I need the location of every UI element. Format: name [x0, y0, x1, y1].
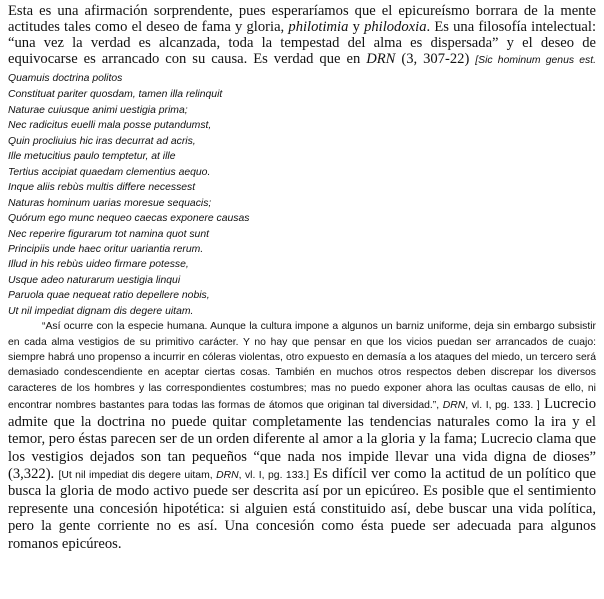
spanish-translation-quote — [8, 319, 596, 553]
verse-line: Naturae cuiusque animi uestigia prima; — [8, 104, 188, 116]
closing-text-a: Lucrecio admite que la doctrina no puede quitar completamente las tendencias naturales como la ira y el temor, pero éstas parecen ser de un orden diferente al amor a la gloria y la fama; Lucrecio clama que los vestigios dejados son tan pequeños “que nada nos impide llevar una vida digna de dioses” (3,322). — [8, 396, 596, 482]
verse-line: Ille metucitius paulo temptetur, at ille — [8, 151, 176, 163]
quote-text: “Así ocurre con la especie humana. Aunque la cultura impone a algunos un barniz uniforme, deja sin embargo subsistir en cada alma vestigios de su primitivo carácter. Y no hay que pensar en que los vicios puedan ser arrancados de cuajo: siempre habrá uno propenso a incurrir en cóleras violentas, otro expuesto en demasía a los ataques del miedo, un tercero será demasiado condescendiente en aceptar ciertas cosas. También en muchos otros respectos deben discrepar los diversos caracteres de los hombres y las correspondientes costumbres; mas no puedo exponer ahora las ocultas causas de ello, ni encontrar nombres bastantes para todas las formas de átomos que originan tal diversidad.”, — [8, 321, 596, 412]
verse-line: Usque adeo naturarum uestigia linqui — [8, 274, 181, 286]
intro-paragraph — [8, 3, 596, 87]
verse-line: Inque aliis rebùs multis differe necessest — [8, 182, 196, 194]
verse-line: Constituat pariter quosdam, tamen illa relinquit — [8, 89, 223, 101]
drn-abbrev: DRN — [216, 469, 239, 481]
closing-text-b: Es difícil ver como la actitud de un político que busca la gloria de modo activo puede ser descrita así por un epicúreo. Es posible que el sentimiento represente una concesión hipotética: si alguien está constituido así, debe buscar una vida política, pero la gente corriente no es así. Una concesión como ésta puede ser adecuada para algunos romanos epicúreos. — [8, 465, 597, 552]
verse-line: Ut nil impediat dignam dis degere uitam. — [8, 305, 194, 317]
verse-line: Tertius accipiat quaedam clementius aequo. — [8, 166, 211, 178]
philodoxia-term: philodoxia — [364, 19, 427, 36]
verse-line: Nec radicitus euelli mala posse putandumst, — [8, 120, 212, 132]
philotimia-term: philotimia — [288, 19, 349, 36]
drn-abbrev: DRN — [366, 51, 396, 68]
quote-ref: , vl. I, pg. 133. ] — [465, 400, 540, 412]
verse-line: Naturas hominum uarias moresue sequacis; — [8, 197, 212, 209]
verse-line: Principiis unde haec oritur uariantia rerum. — [8, 244, 204, 255]
closing-bracket-a: [Ut nil impediat dis degere uitam, — [58, 469, 217, 481]
verse-line: Illud in his rebùs uideo firmare potesse, — [8, 259, 189, 271]
closing-bracket-b: , vl. I, pg. 133.] — [238, 469, 310, 481]
intro-text-a: Esta es una afirmación sorprendente, pues esperaríamos que el epicureísmo borrara de la mente actitudes tales como el deseo de fama y gloria, — [8, 3, 596, 36]
intro-text-d: (3, 307-22) — [395, 51, 476, 68]
verse-line: Nec reperire figurarum tot namina quot sunt — [8, 228, 209, 240]
intro-text-c: . Es una filosofía intelectual: “una vez la verdad es alcanzada, toda la tempestad del alma es dispersada” y el deseo de equivocarse es arrancado con su causa. Es verdad que en — [8, 19, 597, 68]
verse-line: Quin procliuius hic iras decurrat ad acris, — [8, 135, 196, 147]
latin-verse-block — [8, 87, 596, 319]
verse-first-line: [Sic hominum genus est. Quamuis doctrina politos — [8, 55, 596, 85]
drn-abbrev: DRN — [442, 400, 466, 412]
intro-text-b: y — [348, 19, 365, 36]
verse-line: Quórum ego munc nequeo caecas exponere causas — [8, 213, 250, 225]
verse-line: Paruola quae nequeat ratio depellere nobis, — [8, 290, 210, 302]
